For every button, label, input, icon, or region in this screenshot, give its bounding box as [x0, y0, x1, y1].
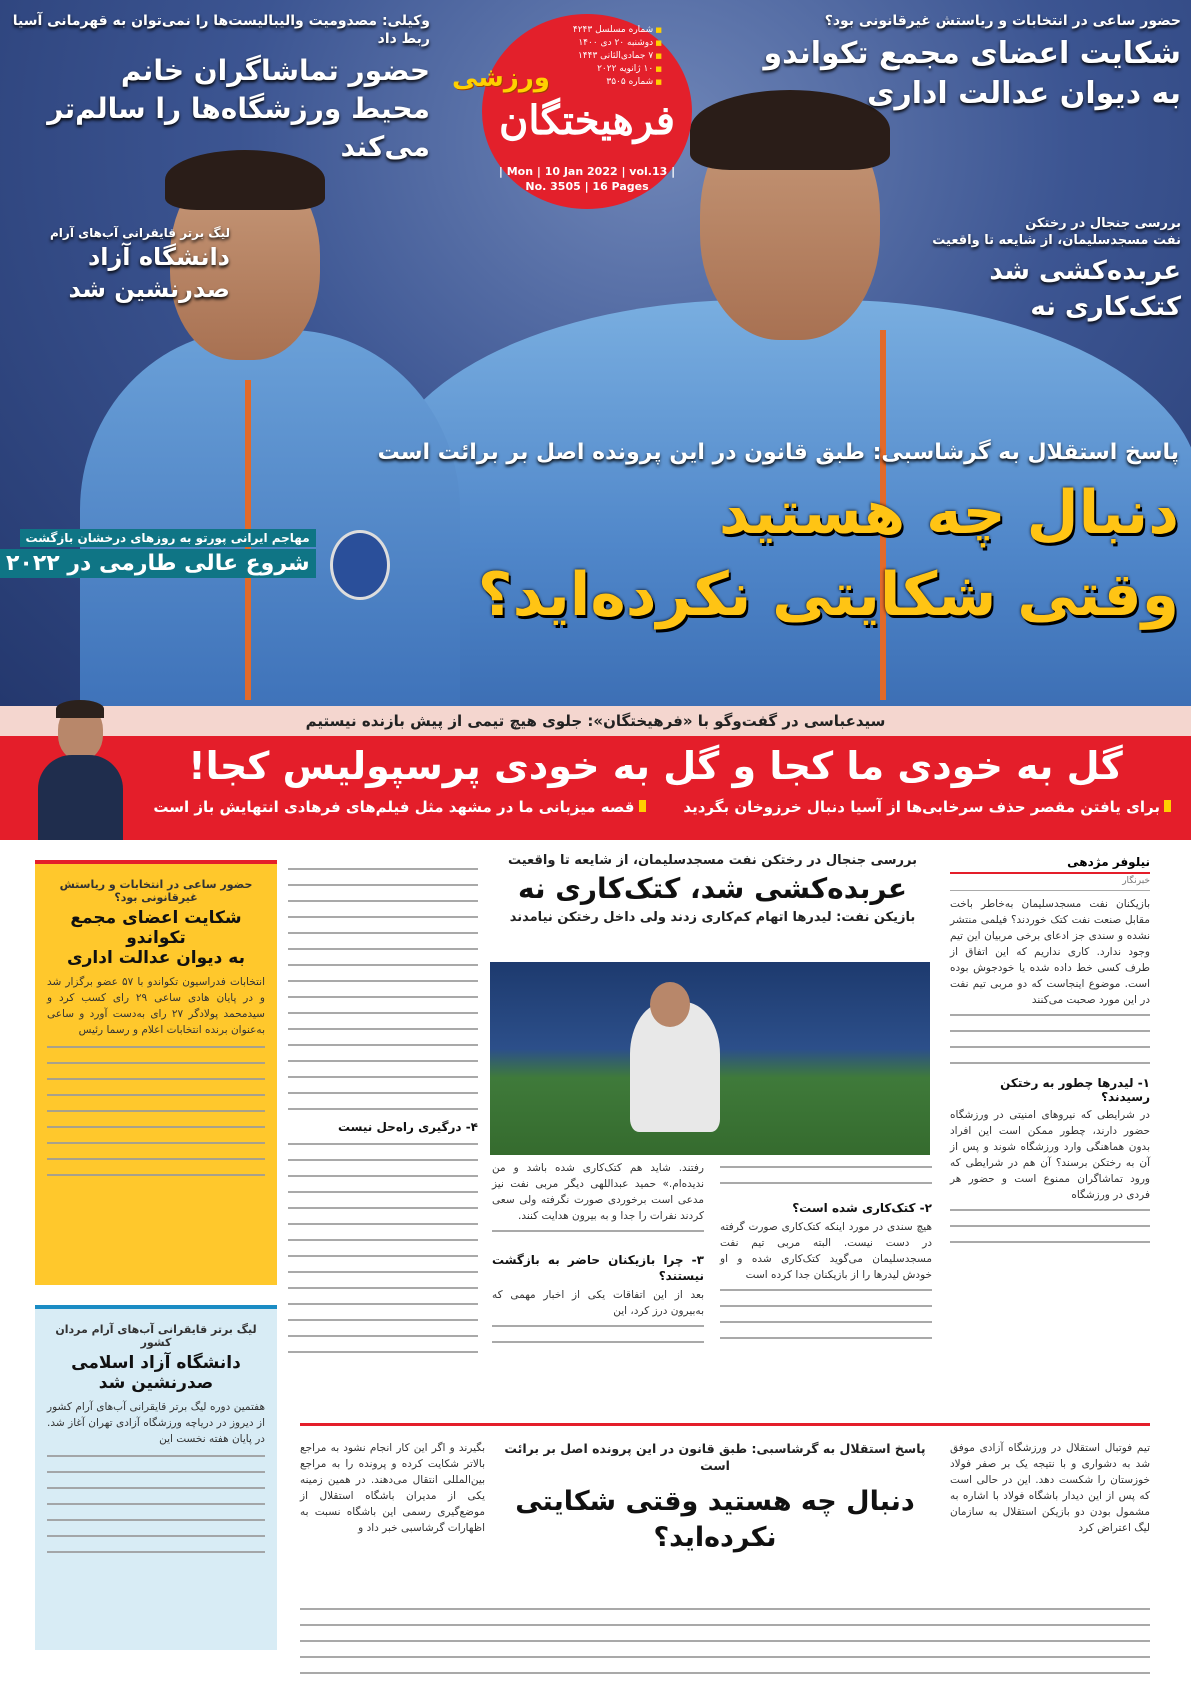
naft-column-right: نیلوفر مژدهی خبرنگار بازیکنان نفت مسجدسلیمان به‌خاطر باخت مقابل صنعت نفت کتک خوردند؟ فیلمی منتشر نشده و سندی جز ادعای برخی مربیان این تیم وجود ندارد. کاری نداریم که این اتفاق از طرف کسی خط داده شده یا خودجوش بوده است. موضوع اینجاست که دو مربی تیم نفت در این مورد صحبت می‌کنند ۱- لیدرها چطور به رختکن رسیدند؟ در شرایطی که نیروهای امنیتی در ورزشگاه حضور دارند، چطور ممکن است این افراد بدون هماهنگی وارد ورزشگاه شوند و پس از آن به رختکن برسند؟ آن هم در شرایطی که ورود تماشاگران ممنوع است و حضور هر فردی در ورزشگاه [950, 855, 1150, 1243]
esteghlal-headline: دنبال چه هستید وقتی شکایتی نکرده‌اید؟ [515, 1486, 915, 1553]
author-name: نیلوفر مژدهی [950, 855, 1150, 874]
cover-teaser-taekwondo[interactable]: حضور ساعی در انتخابات و ریاستش غیرقانونی بود؟ شکایت اعضای مجمع تکواندو به دیوان عدالت اداری [763, 13, 1181, 111]
abbasi-point-1: برای یافتن مقصر حذف سرخابی‌ها از آسیا دنبال خرزوخان بگردید [666, 798, 1172, 816]
naft-headline: عربده‌کشی شد، کتک‌کاری نه [518, 872, 907, 905]
rowing-box[interactable]: لیگ برتر قایقرانی آب‌های آرام مردان کشور دانشگاه آزاد اسلامی صدرنشین شد هفتمین دوره لیگ برتر قایقرانی آب‌های آرام کشور از دیروز در دریاچه ورزشگاه آزادی تهران آغاز شد. در پایان هفته نخست این [35, 1305, 277, 1650]
cover-teaser-naft[interactable]: بررسی جنجال در رختکن نفت مسجدسلیمان، از شایعه تا واقعیت عربده‌کشی شد کتک‌کاری نه [932, 216, 1181, 322]
abbasi-headline: گل به خودی ما کجا و گل به خودی پرسپولیس کجا! [188, 744, 1123, 788]
esteghlal-story[interactable]: تیم فوتبال استقلال در ورزشگاه آزادی موفق شد به دشواری و با نتیجه یک بر صفر فولاد خوزستان را شکست دهد. این در حالی است که پس از این دیدار باشگاه فولاد با اشاره به مشمول بودن دو بازیکن استقلال به سازمان لیگ اعتراض کرد بگیرند و اگر این کار انجام نشود به مراجع بالاتر شکایت کرده و پرونده را به مراجع بین‌المللی انتقال می‌دهند. در همین زمینه یکی از مدیران باشگاه استقلال از موضع‌گیری رسمی این باشگاه نسبت به اظهارات گرشاسبی خبر داد و پاسخ استقلال به گرشاسبی: طبق قانون در این پرونده اصل بر برائت است دنبال چه هستید وقتی شکایتی نکرده‌اید؟ [300, 1432, 1150, 1692]
cover-main-headline-1: دنبال چه هستید [718, 478, 1179, 548]
naft-col-left: رفتند. شاید هم کتک‌کاری شده باشد و من ندیده‌ام.» حمید عبداللهی دیگر مربی نفت نیز مدعی است برخوردی صورت نگرفته ولی سعی کردند نفرات را جدا و به بیرون هدایت کنند. ۳- چرا بازیکنان حاضر به بازگشت نیستند؟ بعد از این اتفاقات یکی از اخبار مهمی که به‌بیرون درز کرد، این [492, 1160, 704, 1349]
masthead-section: ورزشی [452, 63, 550, 93]
cover-main-story[interactable]: پاسخ استقلال به گرشاسبی: طبق قانون در این پرونده اصل بر برائت است دنبال چه هستید وقتی شکایتی نکرده‌اید؟ [179, 438, 1179, 636]
abbasi-story[interactable] [0, 736, 1191, 840]
naft-column-left: ۴- درگیری راه‌حل نیست [288, 862, 478, 1367]
masthead-name: فرهیختگان [499, 97, 675, 144]
cover-teaser-taremi[interactable]: مهاجم ایرانی پورتو به روزهای درخشان بازگشت شروع عالی طارمی در ۲۰۲۲ [0, 527, 316, 578]
abbasi-kicker: سیدعباسی در گفت‌وگو با «فرهیختگان»: جلوی هیچ تیمی از پیش بازنده نیستیم [0, 706, 1191, 736]
naft-col-right: ۲- کتک‌کاری شده است؟ هیچ سندی در مورد اینکه کتک‌کاری صورت گرفته در دست نیست. البته مربی تیم نفت مسجدسلیمان می‌گوید کتک‌کاری شده و او خودش لیدرها را از بازیکنان جدا کرده است [720, 1160, 932, 1343]
masthead-logo: ■ شماره مسلسل ۴۲۴۳ ■ دوشنبه ۲۰ دی ۱۴۰۰ ■ ۷ جمادی‌الثانی ۱۴۴۳ ■ ۱۰ ژانویه ۲۰۲۲ ■ شماره ۳۵۰۵ فرهیختگان ورزشی | Mon | 10 Jan 2022 | vol.13 | No. 3505 | 16 Pages [482, 14, 692, 209]
cover-teaser-women-fans[interactable]: وکیلی: مصدومیت والیبالیست‌ها را نمی‌توان به قهرمانی آسیا ربط داد حضور تماشاگران خانم محیط ورزشگاه‌ها را سالم‌تر می‌کند [12, 13, 430, 163]
cover-main-headline-2: وقتی شکایتی نکرده‌اید؟ [477, 560, 1179, 630]
cover-teaser-rowing[interactable]: لیگ برتر قایقرانی آب‌های آرام دانشگاه آزاد صدرنشین شد [50, 226, 230, 303]
divider [300, 1423, 1150, 1426]
taekwondo-box[interactable]: حضور ساعی در انتخابات و ریاستش غیرقانونی بود؟ شکایت اعضای مجمع تکواندو به دیوان عدالت اداری انتخابات فدراسیون تکواندو با ۵۷ عضو برگزار شد و در پایان هادی ساعی ۲۹ رای کسب کرد و سیدمحمد پولادگر ۲۷ رای به‌دست آورد و ساعی به‌عنوان برنده انتخابات اعلام و رسما رئیس [35, 860, 277, 1285]
coach-photo [28, 700, 128, 840]
abbasi-point-2: قصه میزبانی ما در مشهد مثل فیلم‌های فرهادی انتهایش باز است [140, 798, 646, 816]
naft-player-photo [490, 962, 930, 1155]
naft-story-header[interactable]: بررسی جنجال در رختکن نفت مسجدسلیمان، از شایعه تا واقعیت عربده‌کشی شد، کتک‌کاری نه بازیکن نفت: لیدرها اتهام کم‌کاری زدند ولی داخل رختکن نیامدند [490, 852, 935, 926]
